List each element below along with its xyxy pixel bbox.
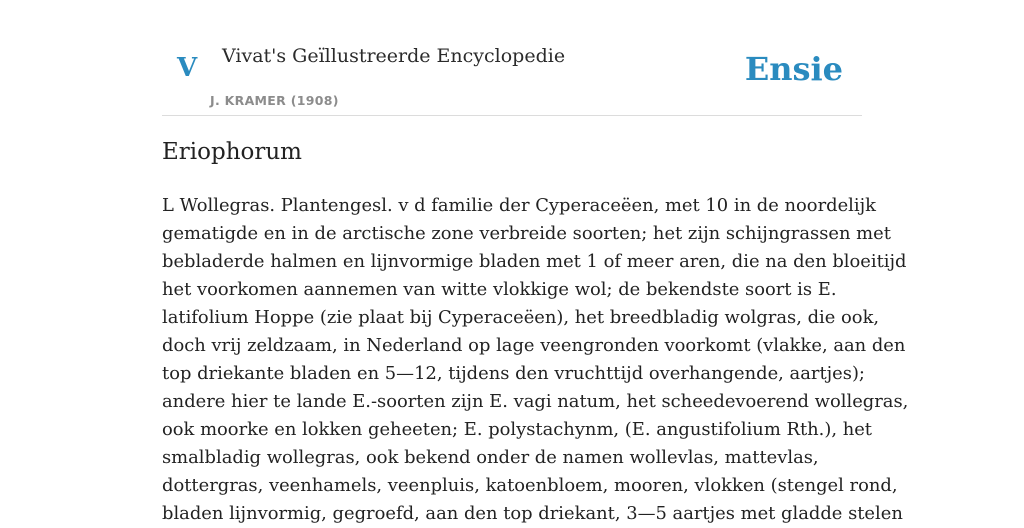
article-line: L Wollegras. Plantengesl. v d familie der Cyperaceëen, met 10 in de noordelijk bbox=[162, 195, 876, 216]
article-title: Eriophorum bbox=[162, 139, 302, 165]
article-line: latifolium Hoppe (zie plaat bij Cyperaceëen), het breedbladig wolgras, die ook, bbox=[162, 307, 880, 328]
article-line: doch vrij zeldzaam, in Nederland op lage veengronden voorkomt (vlakke, aan den bbox=[162, 335, 906, 356]
article-line: gematigde en in de arctische zone verbreide soorten; het zijn schijngrassen met bbox=[162, 223, 891, 244]
article-line: ook moorke en lokken geheeten; E. polystachynm, (E. angustifolium Rth.), het bbox=[162, 419, 872, 440]
site-header bbox=[162, 36, 862, 116]
publication-author: J. KRAMER (1908) bbox=[210, 93, 339, 108]
article-line: smalbladig wollegras, ook bekend onder de namen wollevlas, mattevlas, bbox=[162, 447, 819, 468]
article-line: top driekante bladen en 5—12, tijdens den vruchttijd overhangende, aartjes); bbox=[162, 363, 865, 384]
article-line: het voorkomen aannemen van witte vlokkige wol; de bekendste soort is E. bbox=[162, 279, 837, 300]
article-line: dottergras, veenhamels, veenpluis, katoenbloem, mooren, vlokken (stengel rond, bbox=[162, 475, 898, 496]
article-body bbox=[162, 192, 909, 528]
publication-logo[interactable]: V bbox=[177, 53, 198, 83]
publication-title[interactable]: Vivat's Geïllustreerde Encyclopedie bbox=[222, 45, 566, 67]
brand-logo[interactable]: Ensie bbox=[744, 50, 843, 88]
article-line: bladen lijnvormig, gegroefd, aan den top driekant, 3—5 aartjes met gladde stelen bbox=[162, 503, 903, 524]
article-line: andere hier te lande E.-soorten zijn E. vagi natum, het scheedevoerend wollegras, bbox=[162, 391, 909, 412]
article-line: bebladerde halmen en lijnvormige bladen met 1 of meer aren, die na den bloeitijd bbox=[162, 251, 907, 272]
